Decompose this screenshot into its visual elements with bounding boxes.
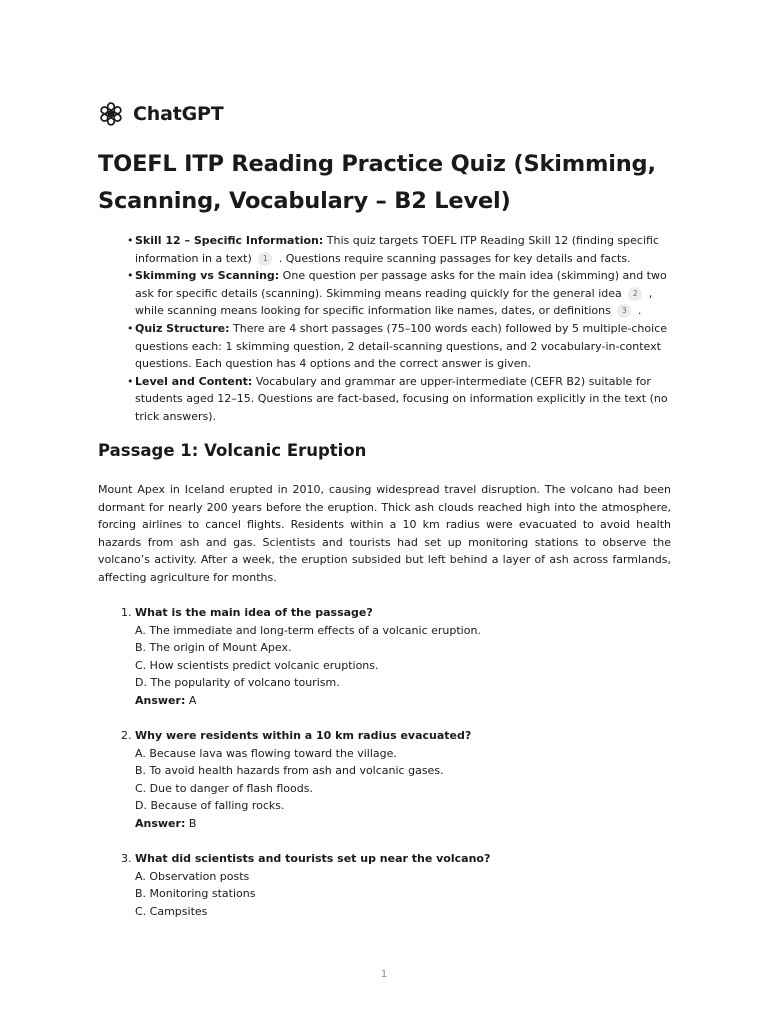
answer-option: B. The origin of Mount Apex.: [135, 641, 292, 655]
question-item: [98, 604, 671, 710]
bullet-text: There are 4 short passages (75–100 words each) followed by 5 multiple-choice questions each: 1 skimming question, 2 detail-scanning questions, and 2 vocabulary-in-context questions. Each question has 4 options and the correct answer is given.: [135, 321, 668, 371]
document-title: TOEFL ITP Reading Practice Quiz (Skimming, Scanning, Vocabulary – B2 Level): [98, 151, 656, 214]
page-number: 1: [380, 969, 388, 980]
passage-text: Mount Apex in Iceland erupted in 2010, causing widespread travel disruption. The volcano had been dormant for nearly 200 years before the eruption. Thick ash clouds reached high into the atmosphere, forcing airlines to cancel flights. Residents within a 10 km radius were evacuated to avoid health hazards from ash and gas. Scientists and tourists had set up monitoring stations to observe the volcano’s activity. After a week, the eruption subsided but left behind a layer of ash across farmlands, affecting agriculture for months.: [98, 483, 671, 584]
answer-option: A. Observation posts: [135, 869, 250, 883]
bullet-item-quiz-structure: [127, 320, 677, 373]
bullet-label: Skill 12 – Specific Information:: [135, 234, 324, 247]
brand-name: ChatGPT: [133, 103, 224, 125]
answer-option: C. Campsites: [135, 904, 208, 918]
intro-bullet-list: [127, 232, 677, 426]
bullet-item-skimming-scanning: [127, 267, 677, 320]
citation-badge[interactable]: 2: [628, 287, 642, 301]
answer-option: D. Because of falling rocks.: [135, 799, 285, 813]
bullet-label: Skimming vs Scanning:: [135, 269, 280, 283]
answer-option: A. The immediate and long-term effects of a volcanic eruption.: [135, 623, 481, 637]
bullet-text: , while scanning means looking for specific information like names, dates, or definitions: [135, 286, 653, 318]
answer-option: C. Due to danger of flash floods.: [135, 781, 313, 795]
answer-key: [135, 692, 671, 710]
answer-option: A. Because lava was flowing toward the village.: [135, 746, 397, 760]
bullet-text: Vocabulary and grammar are upper-intermediate (CEFR B2) suitable for students aged 12–15. Questions are fact-based, focusing on information explicitly in the text (no trick answers).: [135, 374, 668, 423]
bullet-item-level-content: [127, 373, 677, 426]
section-heading: Passage 1: Volcanic Eruption: [98, 441, 367, 460]
question-number: 2.: [121, 729, 132, 743]
answer-option: C. How scientists predict volcanic eruptions.: [135, 658, 379, 672]
question-item: [98, 727, 671, 833]
answer-key: [135, 815, 671, 833]
question-list: [98, 604, 671, 938]
question-number: 3.: [121, 852, 132, 866]
openai-logo-icon: [98, 101, 124, 127]
question-item: [98, 850, 671, 920]
question-text: What is the main idea of the passage?: [135, 606, 373, 619]
bullet-item-skill-12: [127, 232, 677, 267]
bullet-text: One question per passage asks for the main idea (skimming) and two ask for specific details (scanning). Skimming means reading quickly for the general idea: [135, 269, 667, 300]
citation-badge[interactable]: 1: [258, 252, 272, 266]
bullet-label: Level and Content:: [135, 374, 253, 388]
answer-option: B. To avoid health hazards from ash and volcanic gases.: [135, 764, 444, 778]
question-text: What did scientists and tourists set up near the volcano?: [135, 852, 491, 866]
bullet-text: .: [634, 304, 642, 318]
answer-label: Answer:: [135, 693, 186, 707]
answer-value: A: [185, 693, 197, 707]
citation-badge[interactable]: 3: [617, 304, 631, 318]
question-text: Why were residents within a 10 km radius evacuated?: [135, 729, 472, 743]
bullet-text: This quiz targets TOEFL ITP Reading Skill 12 (finding specific information in a text): [135, 234, 659, 265]
answer-option: B. Monitoring stations: [135, 887, 256, 901]
brand-header: [98, 100, 223, 128]
answer-value: B: [185, 817, 197, 831]
bullet-text: . Questions require scanning passages for key details and facts.: [275, 251, 631, 265]
answer-option: D. The popularity of volcano tourism.: [135, 676, 340, 690]
bullet-label: Quiz Structure:: [135, 321, 230, 335]
question-number: 1.: [121, 606, 132, 619]
answer-label: Answer:: [135, 817, 186, 831]
